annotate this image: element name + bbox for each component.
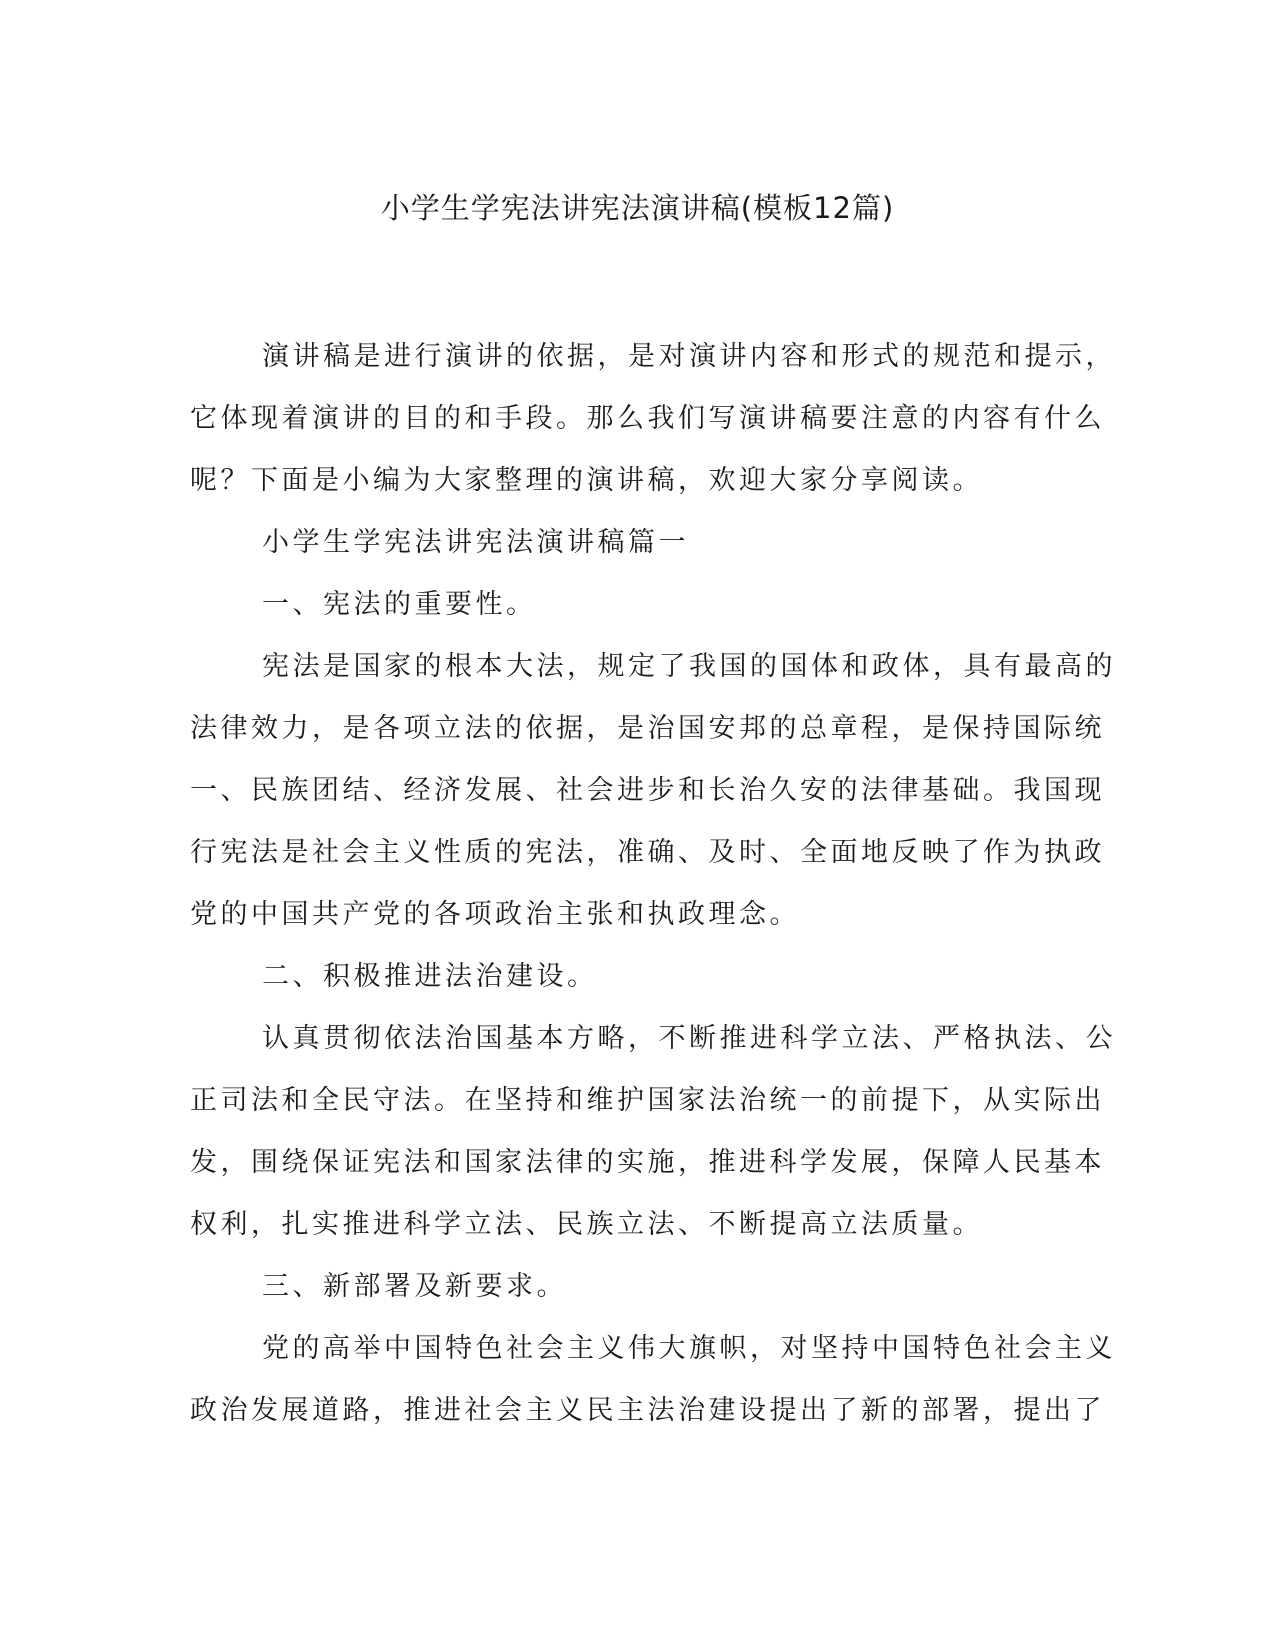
paragraph-line: 行宪法是社会主义性质的宪法，准确、及时、全面地反映了作为执政 bbox=[190, 837, 1105, 868]
point3-heading: 三、新部署及新要求。 bbox=[262, 1271, 567, 1302]
paragraph-line: 一、民族团结、经济发展、社会进步和长治久安的法律基础。我国现 bbox=[190, 775, 1105, 806]
paragraph-line: 宪法是国家的根本大法，规定了我国的国体和政体，具有最高的 bbox=[262, 651, 1116, 682]
intro-line: 呢？下面是小编为大家整理的演讲稿，欢迎大家分享阅读。 bbox=[190, 465, 983, 496]
point1-paragraph bbox=[190, 636, 1116, 946]
paragraph-line: 认真贯彻依法治国基本方略，不断推进科学立法、严格执法、公 bbox=[262, 1023, 1116, 1054]
paragraph-line: 党的高举中国特色社会主义伟大旗帜，对坚持中国特色社会主义 bbox=[262, 1333, 1116, 1364]
point1-heading: 一、宪法的重要性。 bbox=[262, 589, 537, 620]
paragraph-line: 发，围绕保证宪法和国家法律的实施，推进科学发展，保障人民基本 bbox=[190, 1147, 1105, 1178]
paragraph-line: 政治发展道路，推进社会主义民主法治建设提出了新的部署，提出了 bbox=[190, 1395, 1105, 1426]
paragraph-line: 权利，扎实推进科学立法、民族立法、不断提高立法质量。 bbox=[190, 1209, 983, 1240]
paragraph-line: 正司法和全民守法。在坚持和维护国家法治统一的前提下，从实际出 bbox=[190, 1085, 1105, 1116]
document-body bbox=[190, 326, 1116, 1442]
paragraph-line: 法律效力，是各项立法的依据，是治国安邦的总章程，是保持国际统 bbox=[190, 713, 1105, 744]
intro-line: 它体现着演讲的目的和手段。那么我们写演讲稿要注意的内容有什么 bbox=[190, 403, 1105, 434]
point2-paragraph bbox=[190, 1008, 1116, 1256]
point2-heading: 二、积极推进法治建设。 bbox=[262, 961, 598, 992]
paragraph-line: 党的中国共产党的各项政治主张和执政理念。 bbox=[190, 899, 800, 930]
point3-paragraph bbox=[190, 1318, 1116, 1442]
section-heading: 小学生学宪法讲宪法演讲稿篇一 bbox=[262, 527, 689, 558]
intro-paragraph bbox=[190, 326, 1116, 512]
intro-line: 演讲稿是进行演讲的依据，是对演讲内容和形式的规范和提示， bbox=[262, 341, 1116, 372]
document-title: 小学生学宪法讲宪法演讲稿(模板12篇) bbox=[380, 191, 895, 225]
